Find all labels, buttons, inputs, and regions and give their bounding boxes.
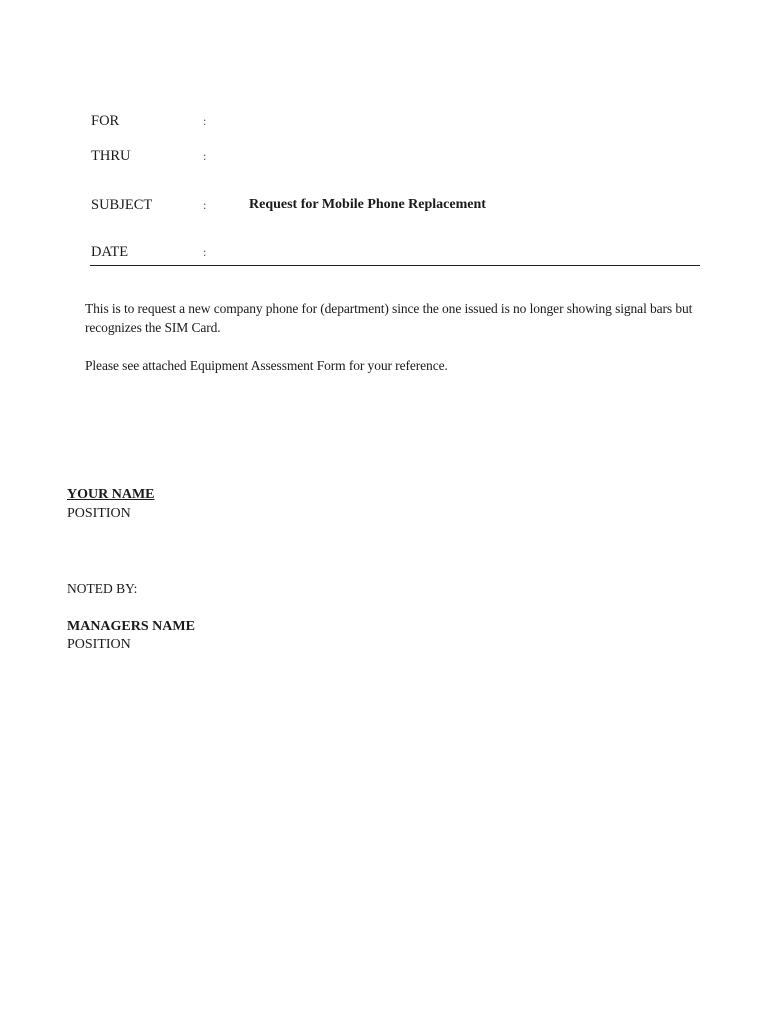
field-label: DATE [91,244,129,260]
noted-by-label: NOTED BY: [67,581,138,596]
sender-position: POSITION [67,506,131,521]
manager-position: POSITION [67,637,131,652]
header-divider [90,265,700,266]
field-colon: : [203,149,207,163]
subject-value: Request for Mobile Phone Replacement [249,197,486,212]
field-label: SUBJECT [91,197,153,213]
body-paragraph-reference: Please see attached Equipment Assessment Form for your reference. [85,358,448,373]
manager-name: MANAGERS NAME [67,619,195,634]
field-colon: : [203,245,207,259]
field-label: FOR [91,113,120,129]
body-paragraph-request: This is to request a new company phone for (department) since the one issued is no longer showing signal bars but recognizes the SIM Card. [85,301,693,335]
field-colon: : [203,114,207,128]
field-label: THRU [91,148,131,164]
field-colon: : [203,198,207,212]
sender-name: YOUR NAME [67,487,155,502]
